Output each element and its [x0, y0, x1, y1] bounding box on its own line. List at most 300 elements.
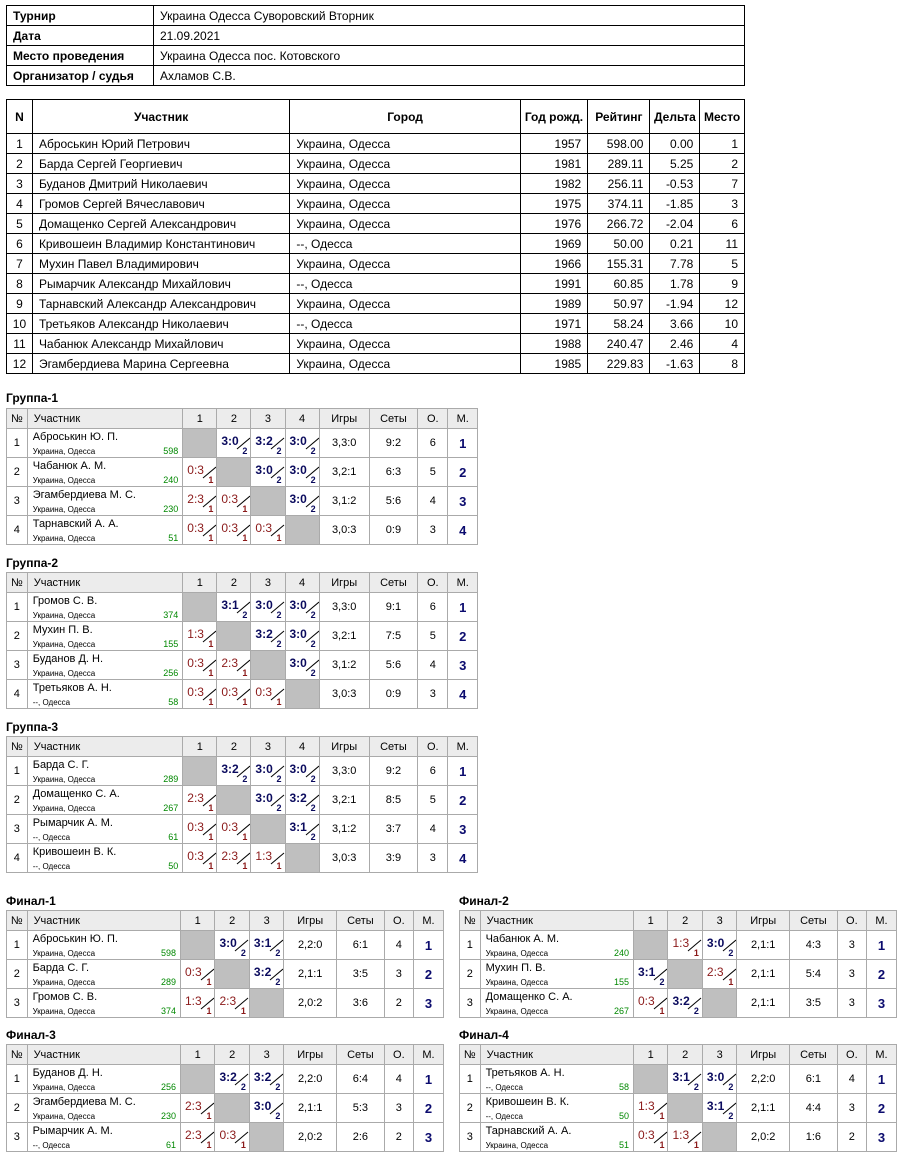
row-num: 2 — [7, 786, 28, 815]
self-match-cell — [251, 487, 285, 516]
participant-name: Громов Сергей Вячеславович — [32, 194, 289, 214]
player-name: Барда С. Г. — [32, 759, 90, 771]
col-participant: Участник — [32, 100, 289, 134]
match-score: 3:0 — [706, 936, 725, 950]
player-city: Украина, Одесса — [32, 1083, 96, 1092]
player-cell — [27, 516, 183, 545]
player-cell — [27, 593, 183, 622]
match-score: 3:2 — [221, 762, 239, 776]
player-rating: 230 — [163, 504, 179, 514]
place-value: 1 — [448, 757, 478, 786]
participant-birth-year: 1989 — [520, 294, 587, 314]
sets-value: 5:3 — [336, 1094, 384, 1123]
player-rating: 289 — [160, 977, 176, 987]
match-score: 3:0 — [253, 1099, 272, 1113]
self-match-cell — [668, 960, 702, 989]
row-num: 1 — [7, 593, 28, 622]
player-name: Чабанюк А. М. — [32, 460, 107, 472]
match-points: 1 — [206, 1140, 212, 1150]
match-score-cell — [215, 1123, 249, 1152]
participants-header-row — [7, 100, 745, 134]
col-sets: Сеты — [336, 911, 384, 931]
sets-value: 6:1 — [789, 1065, 837, 1094]
row-num: 2 — [460, 960, 481, 989]
participant-name: Домащенко Сергей Александрович — [32, 214, 289, 234]
player-cell — [27, 651, 183, 680]
match-score-cell — [668, 1065, 702, 1094]
col-sets: Сеты — [336, 1045, 384, 1065]
match-points: 1 — [240, 1006, 246, 1016]
player-rating: 51 — [168, 533, 179, 543]
col-points: О. — [418, 409, 448, 429]
participant-rating: 289.11 — [588, 154, 650, 174]
self-match-cell — [702, 1123, 736, 1152]
col-place: М. — [448, 409, 478, 429]
participant-city: Украина, Одесса — [290, 334, 520, 354]
col-place: Место — [700, 100, 745, 134]
self-match-cell — [180, 1065, 214, 1094]
group-table — [6, 736, 478, 873]
match-score-cell — [215, 989, 249, 1018]
table-row — [7, 960, 444, 989]
player-rating: 267 — [613, 1006, 629, 1016]
match-points: 1 — [693, 948, 699, 958]
match-points: 2 — [276, 774, 282, 784]
player-city: Украина, Одесса — [485, 1141, 549, 1150]
games-value: 2,1:1 — [737, 931, 790, 960]
table-row — [460, 1065, 897, 1094]
group-header-row — [460, 911, 897, 931]
match-points: 2 — [275, 1111, 281, 1121]
games-value: 2,0:2 — [737, 1123, 790, 1152]
place-value: 3 — [413, 1123, 443, 1152]
col-participant: Участник — [27, 737, 183, 757]
match-score: 0:3 — [187, 521, 204, 535]
player-rating: 50 — [618, 1111, 629, 1121]
player-name: Буданов Д. Н. — [32, 1067, 103, 1079]
match-score: 2:3 — [221, 849, 239, 863]
col-place: М. — [413, 911, 443, 931]
match-score-cell — [183, 844, 217, 873]
match-score-cell — [249, 931, 283, 960]
match-points: 1 — [276, 533, 282, 543]
row-num: 2 — [460, 1094, 481, 1123]
participant-birth-year: 1982 — [520, 174, 587, 194]
col-opponent: 3 — [251, 737, 285, 757]
player-rating: 256 — [160, 1082, 176, 1092]
participant-birth-year: 1971 — [520, 314, 587, 334]
player-rating: 598 — [163, 446, 179, 456]
row-num: 1 — [7, 429, 28, 458]
player-city: Украина, Одесса — [32, 1007, 96, 1016]
group-header-row — [7, 1045, 444, 1065]
points-value: 5 — [418, 622, 448, 651]
match-points: 1 — [242, 697, 248, 707]
player-name: Рымарчик А. М. — [32, 817, 113, 829]
player-rating: 267 — [163, 803, 179, 813]
sets-value: 3:5 — [336, 960, 384, 989]
info-row — [7, 46, 745, 66]
table-row — [7, 651, 478, 680]
match-score-cell — [217, 487, 251, 516]
col-games: Игры — [284, 911, 337, 931]
match-score: 1:3 — [184, 994, 202, 1008]
match-score: 2:3 — [187, 492, 204, 506]
info-row — [7, 6, 745, 26]
player-city: Украина, Одесса — [32, 640, 96, 649]
match-score-cell — [285, 651, 319, 680]
participant-rating: 50.00 — [588, 234, 650, 254]
games-value: 2,2:0 — [737, 1065, 790, 1094]
col-num: № — [7, 1045, 28, 1065]
match-points: 2 — [310, 446, 316, 456]
place-value: 2 — [448, 786, 478, 815]
match-score-cell — [183, 815, 217, 844]
match-score-cell — [668, 989, 702, 1018]
match-score: 1:3 — [637, 1099, 655, 1113]
match-score: 3:2 — [253, 1070, 272, 1084]
participant-rating: 60.85 — [588, 274, 650, 294]
row-num: 3 — [460, 1123, 481, 1152]
match-score-cell — [183, 516, 217, 545]
player-rating: 230 — [160, 1111, 176, 1121]
self-match-cell — [702, 989, 736, 1018]
row-num: 1 — [460, 931, 481, 960]
games-value: 2,1:1 — [284, 960, 337, 989]
col-sets: Сеты — [369, 409, 417, 429]
col-birth-year: Год рожд. — [520, 100, 587, 134]
games-value: 2,1:1 — [284, 1094, 337, 1123]
place-value: 3 — [413, 989, 443, 1018]
participant-birth-year: 1988 — [520, 334, 587, 354]
participant-place: 2 — [700, 154, 745, 174]
col-opponent: 2 — [217, 409, 251, 429]
match-score-cell — [668, 1123, 702, 1152]
match-score: 2:3 — [187, 791, 204, 805]
participant-num: 12 — [7, 354, 33, 374]
table-row — [7, 516, 478, 545]
participant-city: --, Одесса — [290, 274, 520, 294]
final-table — [459, 910, 897, 1018]
match-points: 2 — [276, 803, 282, 813]
games-value: 3,1:2 — [319, 487, 369, 516]
participant-birth-year: 1985 — [520, 354, 587, 374]
match-points: 1 — [208, 639, 214, 649]
row-num: 1 — [7, 931, 28, 960]
group-header-row — [7, 409, 478, 429]
match-points: 1 — [242, 668, 248, 678]
match-score: 0:3 — [187, 463, 204, 477]
col-opponent: 2 — [215, 911, 249, 931]
points-value: 4 — [384, 931, 413, 960]
match-score-cell — [251, 844, 285, 873]
place-value: 3 — [448, 487, 478, 516]
participant-name: Третьяков Александр Николаевич — [32, 314, 289, 334]
match-points: 2 — [242, 610, 248, 620]
match-points: 1 — [206, 977, 212, 987]
match-points: 2 — [310, 504, 316, 514]
games-value: 3,1:2 — [319, 651, 369, 680]
participant-name: Барда Сергей Георгиевич — [32, 154, 289, 174]
participant-birth-year: 1991 — [520, 274, 587, 294]
games-value: 3,0:3 — [319, 844, 369, 873]
info-row — [7, 66, 745, 86]
match-points: 2 — [275, 948, 281, 958]
self-match-cell — [285, 516, 319, 545]
col-num: № — [7, 573, 28, 593]
participant-place: 9 — [700, 274, 745, 294]
participant-name: Эгамбердиева Марина Сергеевна — [32, 354, 289, 374]
player-name: Эгамбердиева М. С. — [32, 1096, 136, 1108]
row-num: 3 — [7, 1123, 28, 1152]
participant-place: 3 — [700, 194, 745, 214]
match-score-cell — [251, 429, 285, 458]
participant-num: 5 — [7, 214, 33, 234]
place-value: 4 — [448, 516, 478, 545]
games-value: 2,2:0 — [284, 1065, 337, 1094]
match-score: 0:3 — [255, 521, 273, 535]
match-score-cell — [217, 757, 251, 786]
participant-name: Рымарчик Александр Михайлович — [32, 274, 289, 294]
col-opponent: 3 — [251, 409, 285, 429]
place-value: 3 — [448, 651, 478, 680]
player-rating: 374 — [163, 610, 179, 620]
table-row — [460, 1094, 897, 1123]
participant-city: --, Одесса — [290, 234, 520, 254]
participant-rating: 155.31 — [588, 254, 650, 274]
match-score-cell — [633, 989, 667, 1018]
player-rating: 58 — [618, 1082, 629, 1092]
place-value: 1 — [866, 1065, 896, 1094]
games-value: 3,3:0 — [319, 757, 369, 786]
match-points: 2 — [310, 774, 316, 784]
table-row — [7, 314, 745, 334]
points-value: 3 — [837, 1094, 866, 1123]
participant-place: 8 — [700, 354, 745, 374]
table-row — [7, 458, 478, 487]
player-rating: 240 — [613, 948, 629, 958]
player-name: Буданов Д. Н. — [32, 653, 104, 665]
participant-birth-year: 1969 — [520, 234, 587, 254]
player-rating: 374 — [160, 1006, 176, 1016]
match-points: 1 — [206, 1006, 212, 1016]
match-score-cell — [183, 458, 217, 487]
match-points: 2 — [276, 639, 282, 649]
points-value: 4 — [837, 1065, 866, 1094]
row-num: 3 — [7, 487, 28, 516]
player-name: Мухин П. В. — [32, 624, 93, 636]
points-value: 3 — [384, 960, 413, 989]
table-row — [7, 214, 745, 234]
row-num: 3 — [7, 651, 28, 680]
table-row — [7, 154, 745, 174]
points-value: 3 — [837, 960, 866, 989]
player-cell — [480, 1094, 633, 1123]
match-points: 1 — [208, 832, 214, 842]
games-value: 3,1:2 — [319, 815, 369, 844]
match-score-cell — [183, 786, 217, 815]
sets-value: 2:6 — [336, 1123, 384, 1152]
match-points: 1 — [242, 533, 248, 543]
group-title: Финал-4 — [459, 1028, 509, 1042]
match-points: 2 — [276, 610, 282, 620]
player-city: --, Одесса — [32, 833, 71, 842]
col-games: Игры — [737, 911, 790, 931]
games-value: 3,3:0 — [319, 593, 369, 622]
match-score-cell — [217, 516, 251, 545]
match-score: 3:0 — [289, 434, 307, 448]
participant-place: 5 — [700, 254, 745, 274]
col-opponent: 3 — [251, 573, 285, 593]
col-participant: Участник — [480, 1045, 633, 1065]
player-rating: 240 — [163, 475, 179, 485]
row-num: 2 — [7, 622, 28, 651]
col-opponent: 4 — [285, 409, 319, 429]
table-row — [7, 622, 478, 651]
match-score: 3:2 — [219, 1070, 237, 1084]
table-row — [460, 960, 897, 989]
row-num: 3 — [7, 815, 28, 844]
table-row — [7, 757, 478, 786]
points-value: 3 — [837, 931, 866, 960]
match-points: 2 — [242, 774, 248, 784]
participant-rating: 374.11 — [588, 194, 650, 214]
participant-rating: 256.11 — [588, 174, 650, 194]
match-points: 2 — [242, 446, 248, 456]
match-points: 1 — [208, 697, 214, 707]
match-score-cell — [249, 1065, 283, 1094]
participant-num: 1 — [7, 134, 33, 154]
participant-num: 7 — [7, 254, 33, 274]
match-score-cell — [249, 960, 283, 989]
self-match-cell — [183, 429, 217, 458]
match-points: 2 — [275, 1082, 281, 1092]
participant-city: Украина, Одесса — [290, 134, 520, 154]
player-cell — [27, 815, 183, 844]
match-score: 0:3 — [637, 994, 655, 1008]
participant-delta: 3.66 — [650, 314, 700, 334]
row-num: 2 — [7, 960, 28, 989]
participant-delta: -1.85 — [650, 194, 700, 214]
place-value: 1 — [866, 931, 896, 960]
participant-place: 6 — [700, 214, 745, 234]
match-score-cell — [251, 516, 285, 545]
participant-place: 1 — [700, 134, 745, 154]
player-cell — [27, 931, 180, 960]
match-points: 1 — [659, 1006, 665, 1016]
games-value: 3,2:1 — [319, 786, 369, 815]
player-rating: 155 — [613, 977, 629, 987]
match-score-cell — [251, 593, 285, 622]
match-score: 3:1 — [253, 936, 272, 950]
sets-value: 6:4 — [336, 1065, 384, 1094]
match-score: 3:0 — [706, 1070, 725, 1084]
participant-name: Аброськин Юрий Петрович — [32, 134, 289, 154]
points-value: 4 — [418, 651, 448, 680]
table-row — [7, 931, 444, 960]
player-cell — [27, 786, 183, 815]
info-value: Украина Одесса Суворовский Вторник — [154, 6, 745, 26]
col-games: Игры — [319, 409, 369, 429]
player-city: Украина, Одесса — [32, 505, 96, 514]
player-city: Украина, Одесса — [32, 775, 96, 784]
match-score-cell — [217, 680, 251, 709]
col-num: № — [460, 911, 481, 931]
self-match-cell — [633, 1065, 667, 1094]
participant-city: --, Одесса — [290, 314, 520, 334]
points-value: 6 — [418, 429, 448, 458]
col-sets: Сеты — [789, 1045, 837, 1065]
match-points: 1 — [242, 832, 248, 842]
col-opponent: 3 — [702, 1045, 736, 1065]
participant-delta: 5.25 — [650, 154, 700, 174]
participant-delta: 7.78 — [650, 254, 700, 274]
match-score-cell — [180, 960, 214, 989]
match-points: 1 — [208, 533, 214, 543]
match-points: 1 — [728, 977, 734, 987]
table-row — [7, 274, 745, 294]
match-score-cell — [633, 1123, 667, 1152]
col-opponent: 1 — [180, 911, 214, 931]
col-points: О. — [418, 573, 448, 593]
col-place: М. — [866, 1045, 896, 1065]
participant-birth-year: 1975 — [520, 194, 587, 214]
player-city: --, Одесса — [32, 698, 71, 707]
player-rating: 58 — [168, 697, 179, 707]
match-points: 1 — [659, 1140, 665, 1150]
points-value: 3 — [418, 680, 448, 709]
row-num: 4 — [7, 680, 28, 709]
match-points: 2 — [693, 1082, 699, 1092]
info-label: Дата — [7, 26, 154, 46]
match-score: 3:1 — [289, 820, 307, 834]
match-score-cell — [251, 757, 285, 786]
place-value: 2 — [866, 1094, 896, 1123]
col-games: Игры — [284, 1045, 337, 1065]
col-num: № — [7, 911, 28, 931]
participant-delta: 2.46 — [650, 334, 700, 354]
player-city: Украина, Одесса — [32, 669, 96, 678]
participant-num: 11 — [7, 334, 33, 354]
table-row — [7, 1065, 444, 1094]
table-row — [7, 354, 745, 374]
self-match-cell — [285, 680, 319, 709]
col-opponent: 1 — [633, 1045, 667, 1065]
match-points: 1 — [276, 861, 282, 871]
games-value: 3,0:3 — [319, 516, 369, 545]
player-name: Громов С. В. — [32, 991, 98, 1003]
place-value: 2 — [866, 960, 896, 989]
player-name: Барда С. Г. — [32, 962, 90, 974]
col-participant: Участник — [27, 573, 183, 593]
col-participant: Участник — [27, 1045, 180, 1065]
sets-value: 4:3 — [789, 931, 837, 960]
participant-delta: 0.21 — [650, 234, 700, 254]
player-name: Тарнавский А. А. — [32, 518, 119, 530]
match-score-cell — [285, 815, 319, 844]
place-value: 1 — [448, 429, 478, 458]
match-points: 2 — [240, 948, 246, 958]
place-value: 2 — [448, 458, 478, 487]
player-name: Аброськин Ю. П. — [32, 933, 118, 945]
match-score: 0:3 — [187, 656, 204, 670]
self-match-cell — [251, 651, 285, 680]
match-score: 1:3 — [672, 1128, 690, 1142]
player-rating: 155 — [163, 639, 179, 649]
table-row — [7, 254, 745, 274]
col-opponent: 2 — [217, 573, 251, 593]
self-match-cell — [217, 786, 251, 815]
